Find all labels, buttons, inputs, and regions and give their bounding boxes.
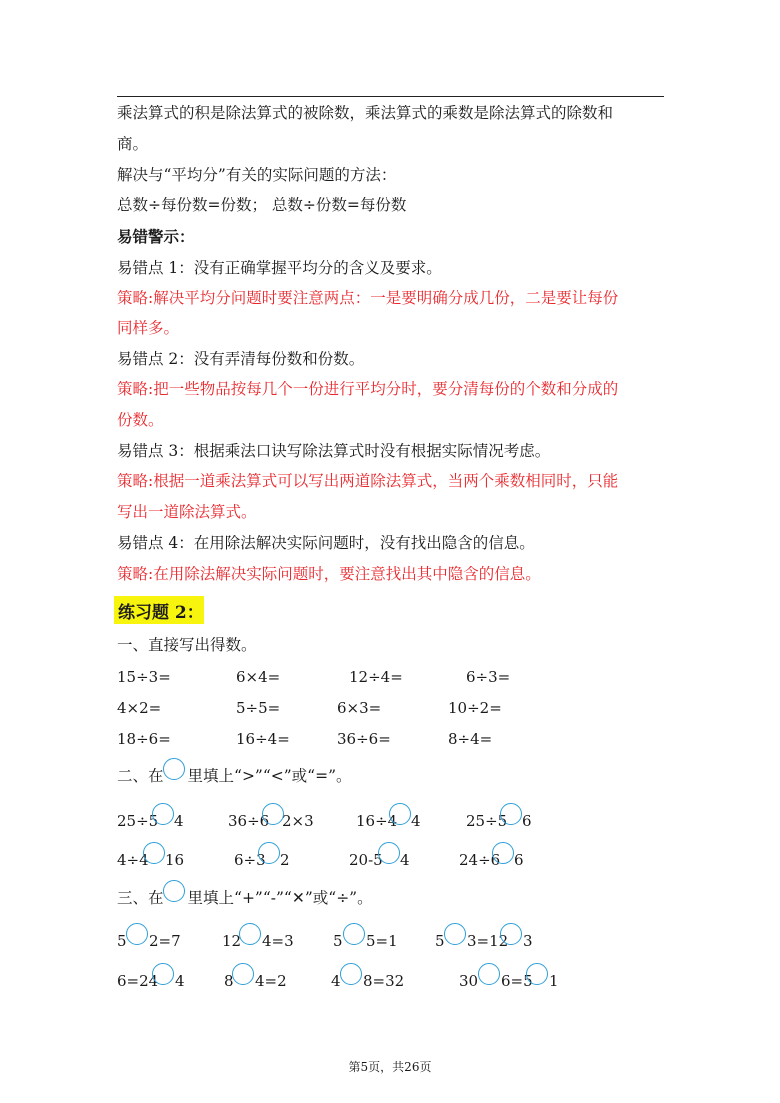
answer-circle[interactable] [378,842,400,864]
note-line: 商。 [117,135,149,153]
q3-text: 1 [549,972,559,990]
q2-left: 24÷6 [459,851,501,869]
strategy-line: 同样多。 [117,319,180,337]
warnings-title: 易错警示： [117,227,195,246]
note-line: 总数÷每份数=份数； 总数÷份数=每份数 [117,196,407,214]
q1-cell: 4×2= [117,699,162,717]
q2-right: 4 [400,851,410,869]
strategy-line: 策略:在用除法解决实际问题时，要注意找出其中隐含的信息。 [117,565,541,583]
answer-circle[interactable] [444,923,466,945]
answer-circle [163,758,185,780]
q1-cell: 16÷4= [236,730,290,748]
q2-title [117,766,352,786]
q1-cell: 36÷6= [337,730,391,748]
error-point: 易错点 4：在用除法解决实际问题时，没有找出隐含的信息。 [117,534,535,552]
q3-text: 8=32 [363,972,405,990]
header-rule [117,96,664,97]
q3-text: 12 [222,932,242,950]
q2-left: 16÷4 [356,812,398,830]
answer-circle[interactable] [478,963,500,985]
answer-circle[interactable] [492,842,514,864]
exercise-title: 练习题 2： [118,603,204,623]
q3-text: 5=1 [366,932,398,950]
q3-text: 4 [175,972,185,990]
q1-cell: 6×4= [236,668,281,686]
strategy-line: 策略:根据一道乘法算式可以写出两道除法算式，当两个乘数相同时，只能 [117,472,619,490]
q3-text: 3=12 [467,932,509,950]
q2-title-suffix: 里填上“>”“<”或“=”。 [187,767,352,785]
q3-text: 4 [331,972,341,990]
answer-circle[interactable] [343,923,365,945]
q2-right: 4 [174,812,184,830]
q2-right: 6 [514,851,524,869]
q3-text: 2=7 [149,932,181,950]
q2-left: 20-5 [349,851,383,869]
q3-text: 30 [459,972,479,990]
error-point: 易错点 3：根据乘法口诀写除法算式时没有根据实际情况考虑。 [117,442,551,460]
strategy-line: 写出一道除法算式。 [117,503,257,521]
q3-text: 6=5 [501,972,533,990]
strategy-line: 策略:把一些物品按每几个一份进行平均分时，要分清每份的个数和分成的 [117,380,619,398]
q3-title [117,888,373,908]
answer-circle[interactable] [239,923,261,945]
page-number: 第5页，共26页 [348,1060,432,1074]
q2-left: 36÷6 [228,812,270,830]
q1-cell: 10÷2= [448,699,502,717]
q2-right: 4 [411,812,421,830]
q3-text: 4=3 [262,932,294,950]
answer-circle [163,880,185,902]
q3-text: 5 [333,932,343,950]
q3-text: 6=24 [117,972,159,990]
q1-cell: 5÷5= [236,699,281,717]
answer-circle[interactable] [389,803,411,825]
answer-circle[interactable] [152,963,174,985]
answer-circle[interactable] [340,963,362,985]
q1-cell: 18÷6= [117,730,171,748]
q2-left: 25÷5 [117,812,159,830]
answer-circle[interactable] [526,963,548,985]
q2-right: 16 [165,851,185,869]
note-line: 乘法算式的积是除法算式的被除数，乘法算式的乘数是除法算式的除数和 [117,104,614,122]
q3-text: 8 [224,972,234,990]
q1-title: 一、直接写出得数。 [117,636,257,654]
q1-cell: 8÷4= [448,730,493,748]
answer-circle[interactable] [143,842,165,864]
q2-left: 6÷3 [234,851,266,869]
q2-right: 2 [280,851,290,869]
answer-circle[interactable] [262,803,284,825]
strategy-line: 策略:解决平均分问题时要注意两点：一是要明确分成几份，二是要让每份 [117,289,619,307]
answer-circle[interactable] [126,923,148,945]
q3-text: 5 [435,932,445,950]
strategy-line: 份数。 [117,411,164,429]
note-line: 解决与“平均分”有关的实际问题的方法： [117,166,397,184]
answer-circle[interactable] [500,923,522,945]
q3-text: 4=2 [255,972,287,990]
answer-circle[interactable] [258,842,280,864]
q1-cell: 15÷3= [117,668,171,686]
q3-title-prefix: 三、在 [117,889,164,907]
q2-title-prefix: 二、在 [117,767,164,785]
q1-cell: 6÷3= [466,668,511,686]
error-point: 易错点 2：没有弄清每份数和份数。 [117,350,365,368]
q2-left: 4÷4 [117,851,149,869]
q2-right: 2×3 [282,812,314,830]
q3-title-suffix: 里填上“+”“-”“✕”或“÷”。 [187,889,373,907]
q1-cell: 12÷4= [349,668,403,686]
q2-right: 6 [522,812,532,830]
answer-circle[interactable] [232,963,254,985]
answer-circle[interactable] [500,803,522,825]
error-point: 易错点 1：没有正确掌握平均分的含义及要求。 [117,259,442,277]
q2-left: 25÷5 [466,812,508,830]
answer-circle[interactable] [152,803,174,825]
q3-text: 5 [117,932,127,950]
q1-cell: 6×3= [337,699,382,717]
q3-text: 3 [523,932,533,950]
